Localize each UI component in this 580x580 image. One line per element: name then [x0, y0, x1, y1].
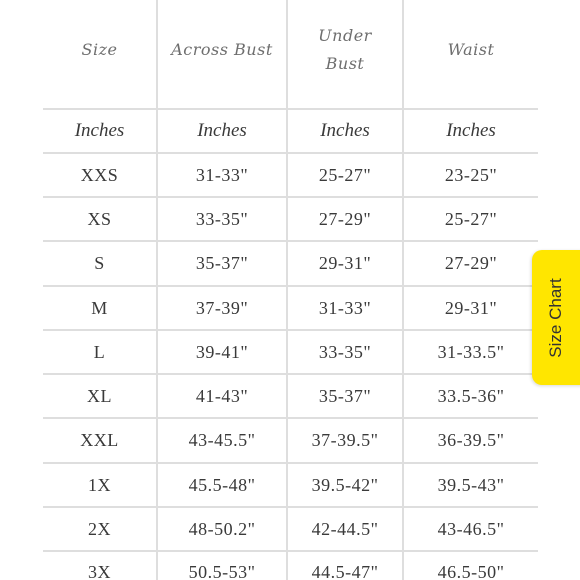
header-waist: Waist [447, 40, 495, 59]
units-waist: Inches [446, 120, 496, 141]
under-bust-cell: 27-29" [318, 208, 372, 229]
waist-cell: 46.5-50" [437, 561, 505, 580]
under-bust-cell: 44.5-47" [311, 561, 379, 580]
across-bust-cell: 37-39" [195, 297, 249, 318]
header-size: Size [81, 40, 118, 59]
size-cell: XXS [80, 164, 119, 185]
size-cell: XXL [80, 430, 119, 450]
across-bust-cell: 35-37" [195, 253, 249, 273]
waist-cell: 33.5-36" [437, 385, 505, 406]
across-bust-cell: 43-45.5" [188, 430, 256, 450]
under-bust-cell: 42-44.5" [311, 518, 379, 539]
waist-cell: 25-27" [444, 208, 498, 229]
across-bust-cell: 45.5-48" [188, 474, 256, 495]
across-bust-cell: 50.5-53" [188, 561, 256, 580]
header-across-bust: Across Bust [171, 40, 273, 59]
across-bust-cell: 33-35" [195, 208, 249, 229]
waist-cell: 23-25" [444, 164, 498, 185]
size-cell: XS [87, 208, 112, 229]
size-cell: S [94, 253, 105, 273]
units-under-bust: Inches [320, 120, 370, 141]
under-bust-cell: 33-35" [318, 341, 372, 362]
under-bust-cell: 29-31" [318, 253, 372, 273]
across-bust-cell: 31-33" [195, 164, 249, 185]
under-bust-cell: 35-37" [318, 385, 372, 406]
units-across-bust: Inches [197, 120, 247, 141]
waist-cell: 36-39.5" [437, 430, 505, 450]
under-bust-cell: 39.5-42" [311, 474, 379, 495]
across-bust-cell: 41-43" [195, 385, 249, 406]
size-chart-tab-label[interactable]: Size Chart [546, 278, 565, 358]
under-bust-cell: 31-33" [318, 297, 372, 318]
size-cell: M [91, 297, 108, 318]
under-bust-cell: 25-27" [318, 164, 372, 185]
waist-cell: 31-33.5" [437, 341, 505, 362]
across-bust-cell: 48-50.2" [188, 518, 256, 539]
size-cell: L [93, 341, 106, 362]
across-bust-cell: 39-41" [195, 341, 249, 362]
waist-cell: 27-29" [444, 253, 498, 273]
waist-cell: 39.5-43" [437, 474, 505, 495]
header-under-bust: Under Bust [318, 26, 372, 73]
size-cell: XL [87, 385, 112, 406]
under-bust-cell: 37-39.5" [311, 430, 379, 450]
size-cell: 3X [88, 561, 111, 580]
waist-cell: 43-46.5" [437, 518, 505, 539]
size-cell: 2X [88, 518, 111, 539]
waist-cell: 29-31" [444, 297, 498, 318]
units-size: Inches [74, 120, 125, 141]
size-cell: 1X [88, 474, 111, 495]
